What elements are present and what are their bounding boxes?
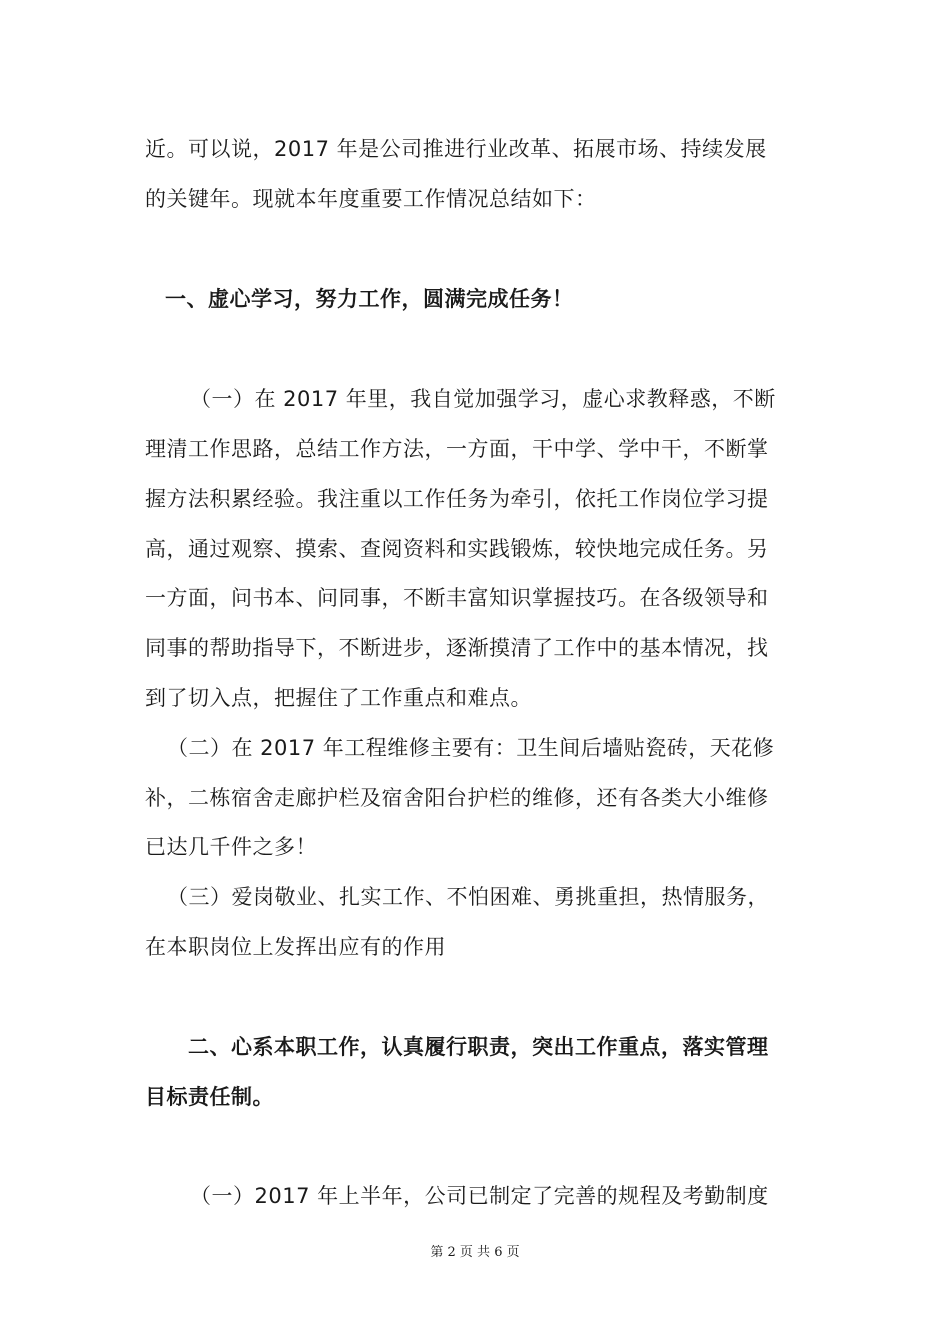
section-heading-2: 二、心系本职工作，认真履行职责，突出工作重点，落实管理 <box>188 1035 769 1059</box>
page-number-footer: 第 2 页 共 6 页 <box>430 1245 520 1260</box>
paragraph-line: 已达几千件之多！ <box>145 835 317 859</box>
paragraph-line: （三）爱岗敬业、扎实工作、不怕困难、勇挑重担，热情服务， <box>167 885 769 909</box>
paragraph-line: （一）在 2017 年里，我自觉加强学习，虚心求教释惑，不断 <box>190 387 776 411</box>
paragraph-line: （一）2017 年上半年，公司已制定了完善的规程及考勤制度 <box>190 1184 769 1208</box>
paragraph-line: 补，二栋宿舍走廊护栏及宿舍阳台护栏的维修，还有各类大小维修 <box>145 786 769 810</box>
paragraph-line: 握方法积累经验。我注重以工作任务为牵引，依托工作岗位学习提 <box>145 487 769 511</box>
paragraph-line: 在本职岗位上发挥出应有的作用 <box>145 935 446 959</box>
paragraph-line: 的关键年。现就本年度重要工作情况总结如下： <box>145 187 597 211</box>
paragraph-line: 到了切入点，把握住了工作重点和难点。 <box>145 686 532 710</box>
paragraph-line: （二）在 2017 年工程维修主要有：卫生间后墙贴瓷砖，天花修 <box>167 736 775 760</box>
section-heading-2-continued: 目标责任制。 <box>145 1085 274 1109</box>
paragraph-line: 理清工作思路，总结工作方法，一方面，干中学、学中干，不断掌 <box>145 437 769 461</box>
paragraph-line: 一方面，问书本、问同事，不断丰富知识掌握技巧。在各级领导和 <box>145 586 769 610</box>
paragraph-line: 高，通过观察、摸索、查阅资料和实践锻炼，较快地完成任务。另 <box>145 537 769 561</box>
paragraph-line: 近。可以说，2017 年是公司推进行业改革、拓展市场、持续发展 <box>145 137 767 161</box>
paragraph-line: 同事的帮助指导下，不断进步，逐渐摸清了工作中的基本情况，找 <box>145 636 769 660</box>
section-heading-1: 一、虚心学习，努力工作，圆满完成任务！ <box>165 287 574 311</box>
